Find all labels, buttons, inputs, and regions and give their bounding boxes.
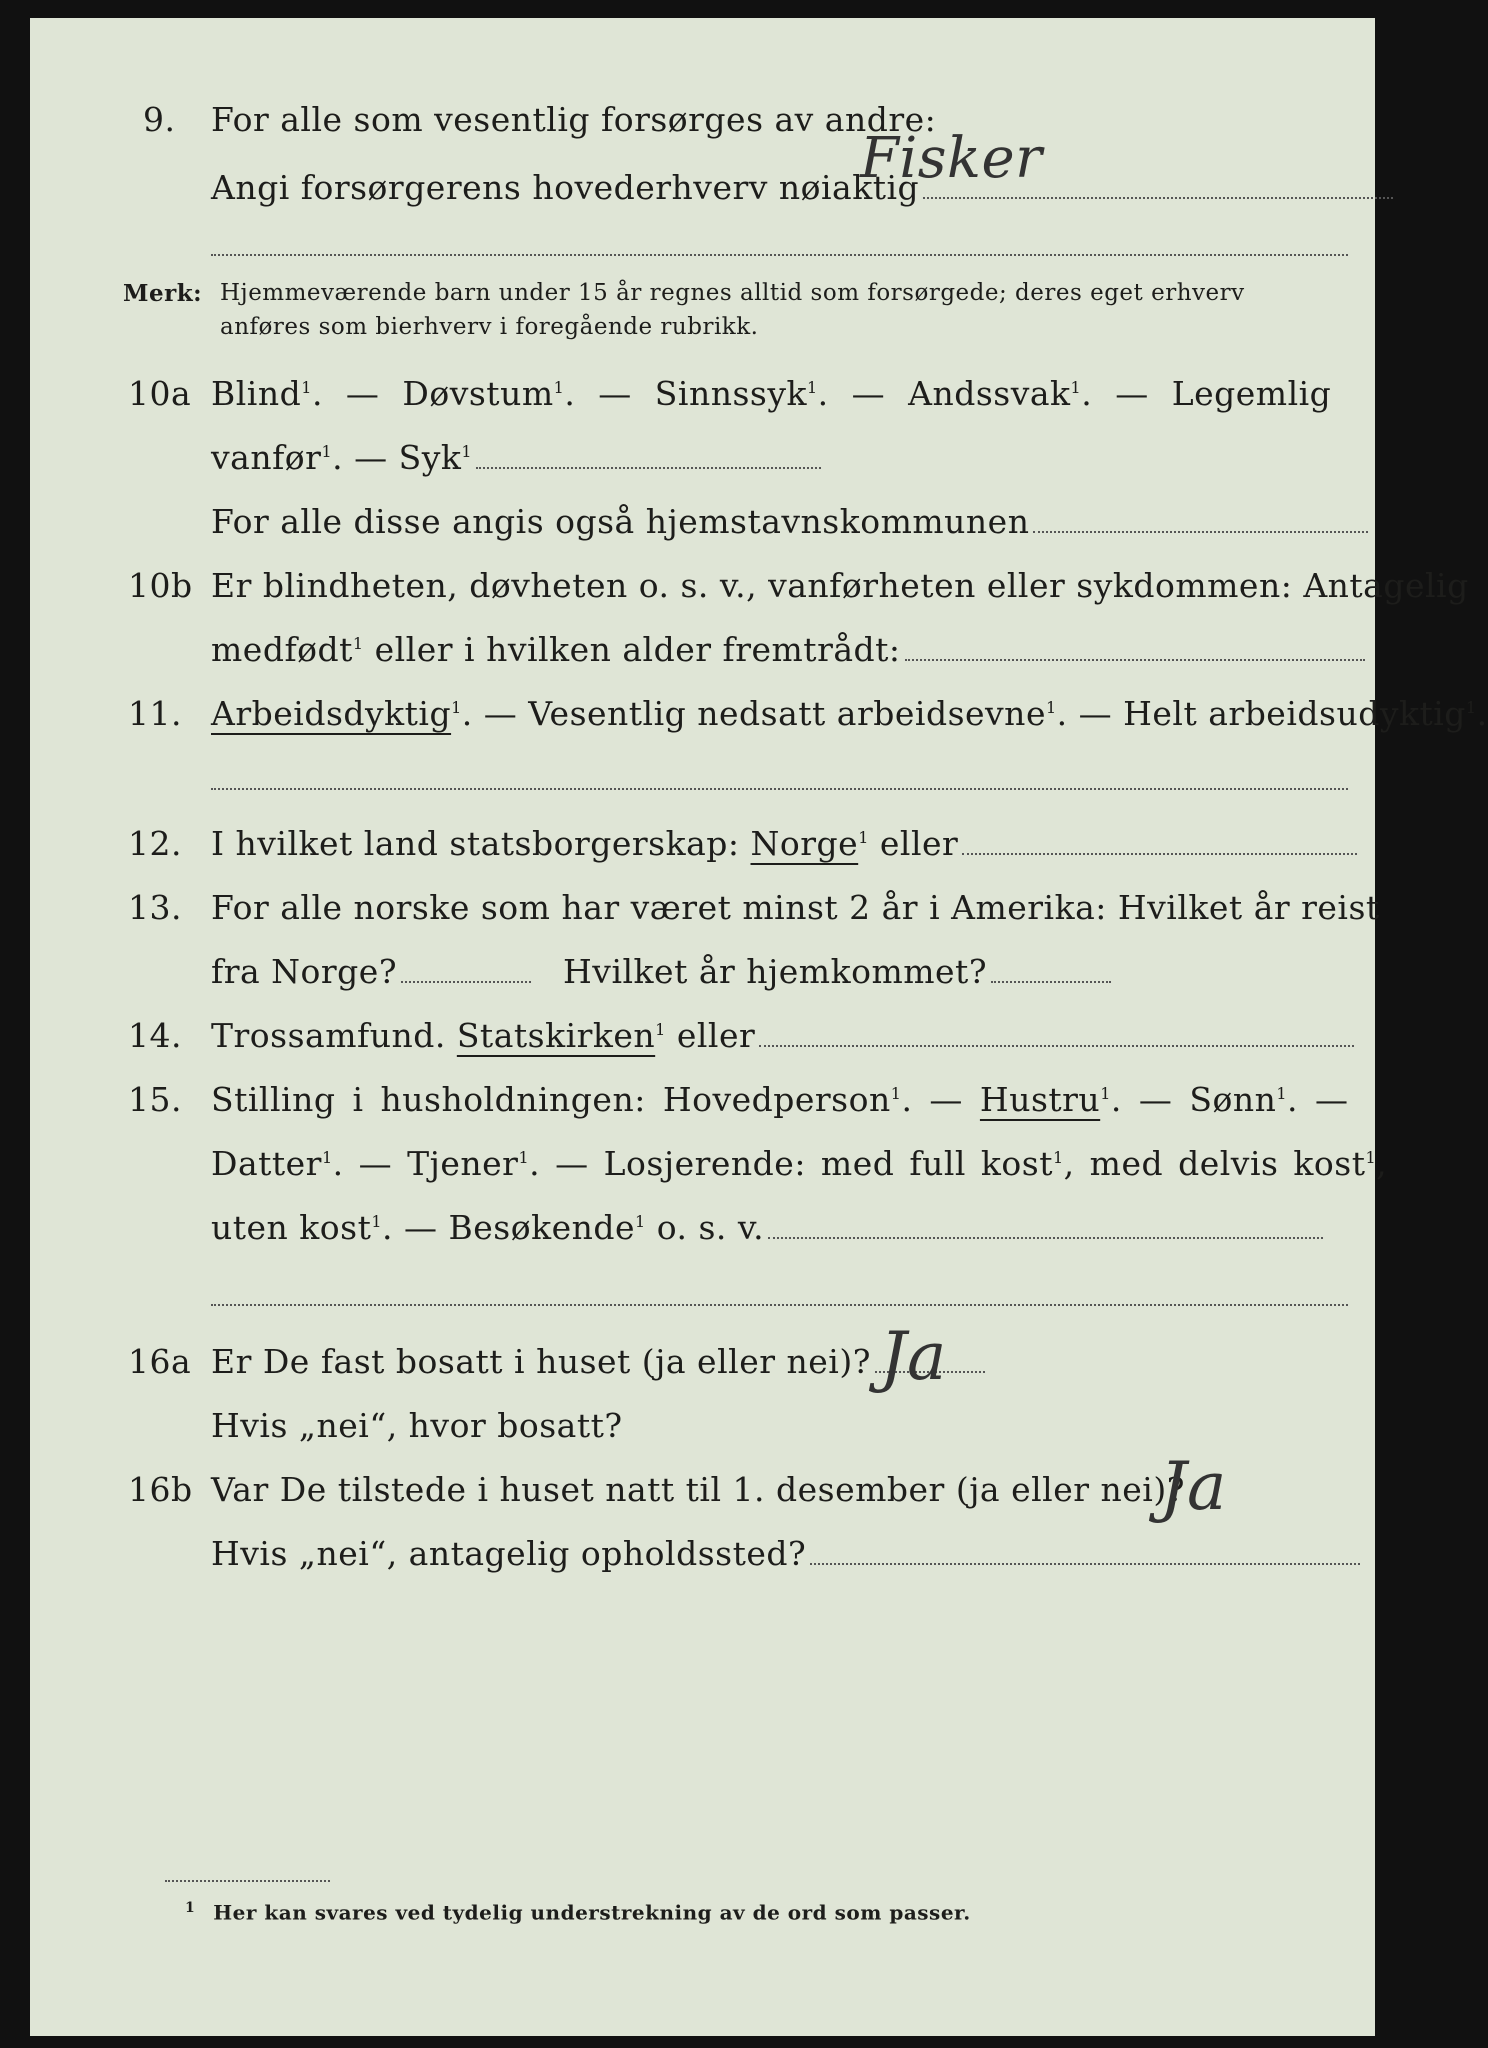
q13-number: 13.	[128, 888, 182, 927]
q15-line3	[211, 1208, 1323, 1247]
q15-comma: ,	[1376, 1144, 1388, 1183]
q11-line1	[211, 694, 1488, 733]
sup-mark: 1	[352, 634, 364, 653]
q13-hjemkommet-line	[991, 981, 1111, 983]
sup-mark: 1	[1070, 378, 1082, 397]
q15-line2	[211, 1144, 1387, 1183]
q13-line1: For alle norske som har været minst 2 år i Amerika: Hvilket år reist	[211, 888, 1380, 927]
census-form-page	[30, 18, 1488, 2036]
sup-mark: 1	[553, 378, 565, 397]
opt-sinnssyk: . — Sinnssyk	[564, 374, 807, 413]
opt-hovedperson: Stilling i husholdningen: Hovedperson	[211, 1080, 891, 1119]
opt-norge: Norge	[750, 824, 859, 863]
opt-nedsatt: . — Vesentlig nedsatt arbeidsevne	[461, 694, 1046, 733]
q10a-line1	[211, 374, 1331, 413]
q10a-syk-line	[476, 467, 821, 469]
q9-answer-line	[923, 197, 1393, 199]
q9-number: 9.	[143, 100, 176, 139]
q12-line1	[211, 824, 1357, 863]
q13-reist-line	[401, 981, 531, 983]
q14-eller: eller	[665, 1016, 756, 1055]
q10a-line3-text: For alle disse angis også hjemstavnskommunen	[211, 502, 1030, 541]
sup-mark: 1	[635, 1212, 646, 1231]
sup-mark: 1	[451, 698, 462, 717]
footnote-mark: 1	[185, 1900, 196, 1916]
q10b-line2	[211, 630, 1365, 669]
q10b-alder-line	[905, 659, 1365, 661]
opt-delvis-kost: , med delvis kost	[1063, 1144, 1366, 1183]
opt-uten-kost: uten kost	[211, 1208, 372, 1247]
q12-eller: eller	[868, 824, 959, 863]
q9-line2	[211, 168, 1393, 207]
q16a-line2: Hvis „nei“, hvor bosatt?	[211, 1406, 623, 1445]
q10a-number: 10a	[128, 374, 192, 413]
q11-extra-line	[211, 788, 1348, 790]
opt-medfodt: medfødt	[211, 630, 353, 669]
q9-line2-text: Angi forsørgerens hovederhverv nøiaktig	[211, 168, 920, 207]
opt-blind: Blind	[211, 374, 302, 413]
q10a-kommune-line	[1033, 531, 1368, 533]
sup-mark: 1	[461, 442, 473, 461]
opt-arbeidsdyktig: Arbeidsdyktig	[211, 694, 452, 733]
q11-number: 11.	[128, 694, 182, 733]
sup-mark: 1	[858, 828, 869, 847]
q9-handwritten-answer: Fisker	[860, 126, 1043, 191]
opt-besokende: . — Besøkende	[382, 1208, 636, 1247]
opt-udyktig: . — Helt arbeidsudyktig	[1056, 694, 1466, 733]
q16a-handwritten-answer: Ja	[880, 1318, 947, 1395]
merk-line2: anføres som bierhverv i foregående rubrikk.	[220, 314, 759, 340]
q16b-line2	[211, 1534, 1360, 1573]
q13-hjemkommet-text: Hvilket år hjemkommet?	[563, 952, 988, 991]
sup-mark: 1	[518, 1148, 530, 1167]
opt-datter: Datter	[211, 1144, 322, 1183]
q16b-number: 16b	[128, 1470, 193, 1509]
footnote	[185, 1900, 971, 1925]
footnote-text: Her kan svares ved tydelig understrekning av de ord som passer.	[213, 1900, 971, 1925]
sup-mark: 1	[1465, 698, 1477, 717]
q10b-alder-text: eller i hvilken alder fremtrådt:	[363, 630, 901, 669]
q10b-line1: Er blindheten, døvheten o. s. v., vanførheten eller sykdommen: Antagelig	[211, 566, 1469, 605]
q14-line1	[211, 1016, 1354, 1055]
q13-reist-text: fra Norge?	[211, 952, 398, 991]
sup-mark: 1	[1045, 698, 1057, 717]
sup-mark: 1	[655, 1020, 666, 1039]
q16b-handwritten-answer: Ja	[1160, 1448, 1227, 1525]
sup-mark: 1	[1365, 1148, 1377, 1167]
opt-syk: . — Syk	[332, 438, 462, 477]
sup-mark: 1	[1276, 1084, 1288, 1103]
sup-mark: 1	[321, 442, 333, 461]
q14-text: Trossamfund.	[211, 1016, 457, 1055]
q15-extra-line	[211, 1304, 1348, 1306]
q10b-number: 10b	[128, 566, 193, 605]
opt-andssvak: . — Andssvak	[817, 374, 1071, 413]
q15-answer-line	[768, 1237, 1323, 1239]
q16a-number: 16a	[128, 1342, 192, 1381]
q16b-line1: Var De tilstede i huset natt til 1. desember (ja eller nei)?	[211, 1470, 1185, 1509]
q15-osv: o. s. v.	[645, 1208, 765, 1247]
q16b-answer-line	[810, 1563, 1360, 1565]
sup-mark: 1	[1100, 1084, 1111, 1103]
q10a-line3	[211, 502, 1368, 541]
q15-number: 15.	[128, 1080, 182, 1119]
footnote-rule	[165, 1880, 330, 1882]
q16b-question: Hvis „nei“, antagelig opholdssted?	[211, 1534, 807, 1573]
q16a-line1	[211, 1342, 985, 1381]
opt-hustru: Hustru	[979, 1080, 1101, 1119]
q15-line1	[211, 1080, 1349, 1119]
q15-dash: . —	[901, 1080, 980, 1119]
q13-line2	[211, 952, 1111, 991]
q11-period: .	[1476, 694, 1488, 733]
opt-dovstum: . — Døvstum	[311, 374, 554, 413]
q14-answer-line	[759, 1045, 1354, 1047]
opt-tjener: . — Tjener	[332, 1144, 519, 1183]
q12-number: 12.	[128, 824, 182, 863]
q12-text: I hvilket land statsborgerskap:	[211, 824, 751, 863]
merk-label: Merk:	[123, 280, 203, 307]
sup-mark: 1	[301, 378, 312, 397]
sup-mark: 1	[1052, 1148, 1064, 1167]
sup-mark: 1	[321, 1148, 333, 1167]
merk-line1: Hjemmeværende barn under 15 år regnes alltid som forsørgede; deres eget erhverv	[220, 280, 1245, 306]
q10a-line2	[211, 438, 821, 477]
q15-dash-end: . —	[1287, 1080, 1349, 1119]
q16a-question: Er De fast bosatt i huset (ja eller nei)?	[211, 1342, 871, 1381]
sup-mark: 1	[371, 1212, 383, 1231]
opt-sonn: . — Sønn	[1110, 1080, 1277, 1119]
q14-number: 14.	[128, 1016, 182, 1055]
opt-full-kost: . — Losjerende: med full kost	[529, 1144, 1053, 1183]
sup-mark: 1	[806, 378, 818, 397]
q12-answer-line	[962, 853, 1357, 855]
opt-vanfor: vanfør	[211, 438, 322, 477]
q9-extra-line	[211, 254, 1348, 256]
q9-line1: For alle som vesentlig forsørges av andre:	[211, 100, 937, 139]
opt-statskirken: Statskirken	[456, 1016, 656, 1055]
opt-legemlig: . — Legemlig	[1081, 374, 1332, 413]
sup-mark: 1	[890, 1084, 902, 1103]
